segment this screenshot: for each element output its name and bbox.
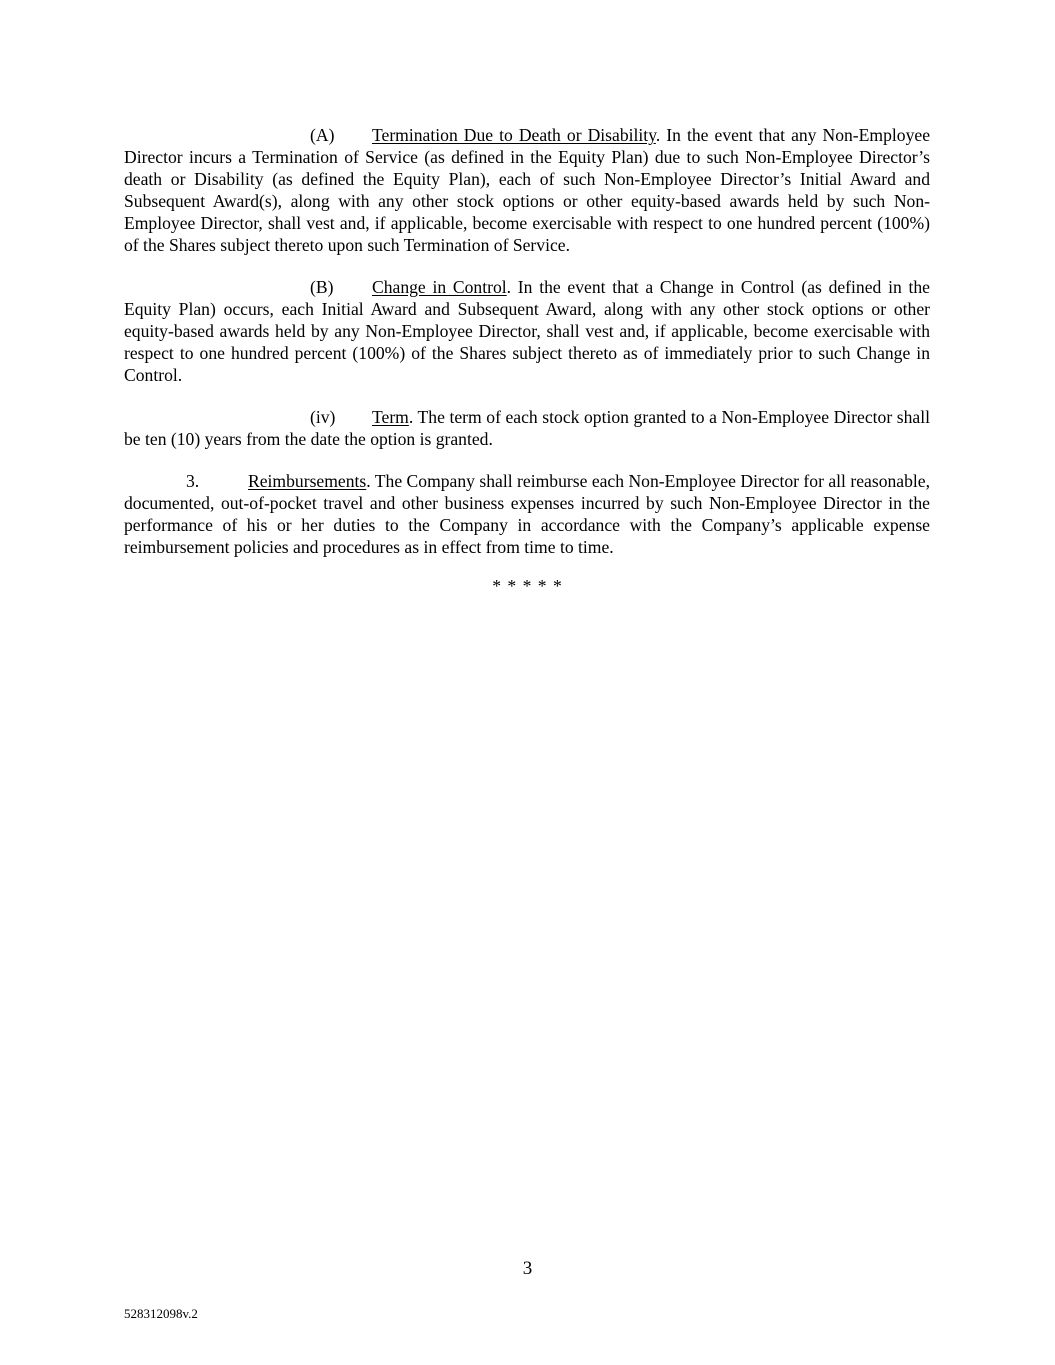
- paragraph-heading: Term: [372, 407, 409, 427]
- paragraph-text: . In the event that any Non-Employee Director incurs a Termination of Service (as defined in the Equity Plan) due to such Non-Employee Director’s death or Disability (as defined the Equity Plan), each of such Non-Employee Director’s Initial Award and Subsequent Award(s), along with any other stock options or other equity-based awards held by such Non-Employee Director, shall vest and, if applicable, become exercisable with respect to one hundred percent (100%) of the Shares subject thereto upon such Termination of Service.: [124, 125, 930, 255]
- paragraph-enumerator: (iv): [310, 407, 336, 427]
- paragraph-enumerator: 3.: [186, 471, 200, 491]
- paragraph-enumerator: (A): [310, 125, 335, 145]
- section-separator: * * * * *: [492, 576, 563, 596]
- paragraph-enumerator: (B): [310, 277, 334, 297]
- paragraph-reimbursements: [124, 470, 930, 558]
- paragraph-text: . The Company shall reimburse each Non-Employee Director for all reasonable, documented, out-of-pocket travel and other business expenses incurred by such Non-Employee Director in the performance of his or her duties to the Company in accordance with the Company’s applicable expense reimbursement policies and procedures as in effect from time to time.: [124, 471, 930, 557]
- paragraph-term: [124, 406, 930, 450]
- paragraph-change-in-control: [124, 276, 930, 386]
- paragraph-heading: Change in Control: [372, 277, 507, 297]
- paragraph-termination-death-disability: [124, 124, 930, 256]
- paragraph-heading: Termination Due to Death or Disability: [372, 125, 656, 145]
- paragraph-heading: Reimbursements: [248, 471, 367, 491]
- document-body: [124, 124, 930, 578]
- paragraph-text: . In the event that a Change in Control (as defined in the Equity Plan) occurs, each Initial Award and Subsequent Award, along with any other stock options or other equity-based awards held by any Non-Employee Director, shall vest and, if applicable, become exercisable with respect to one hundred percent (100%) of the Shares subject thereto as of immediately prior to such Change in Control.: [124, 277, 930, 385]
- page-number: 3: [522, 1258, 533, 1279]
- paragraph-text: . The term of each stock option granted to a Non-Employee Director shall be ten (10) years from the date the option is granted.: [124, 407, 930, 449]
- document-id: 528312098v.2: [124, 1306, 198, 1321]
